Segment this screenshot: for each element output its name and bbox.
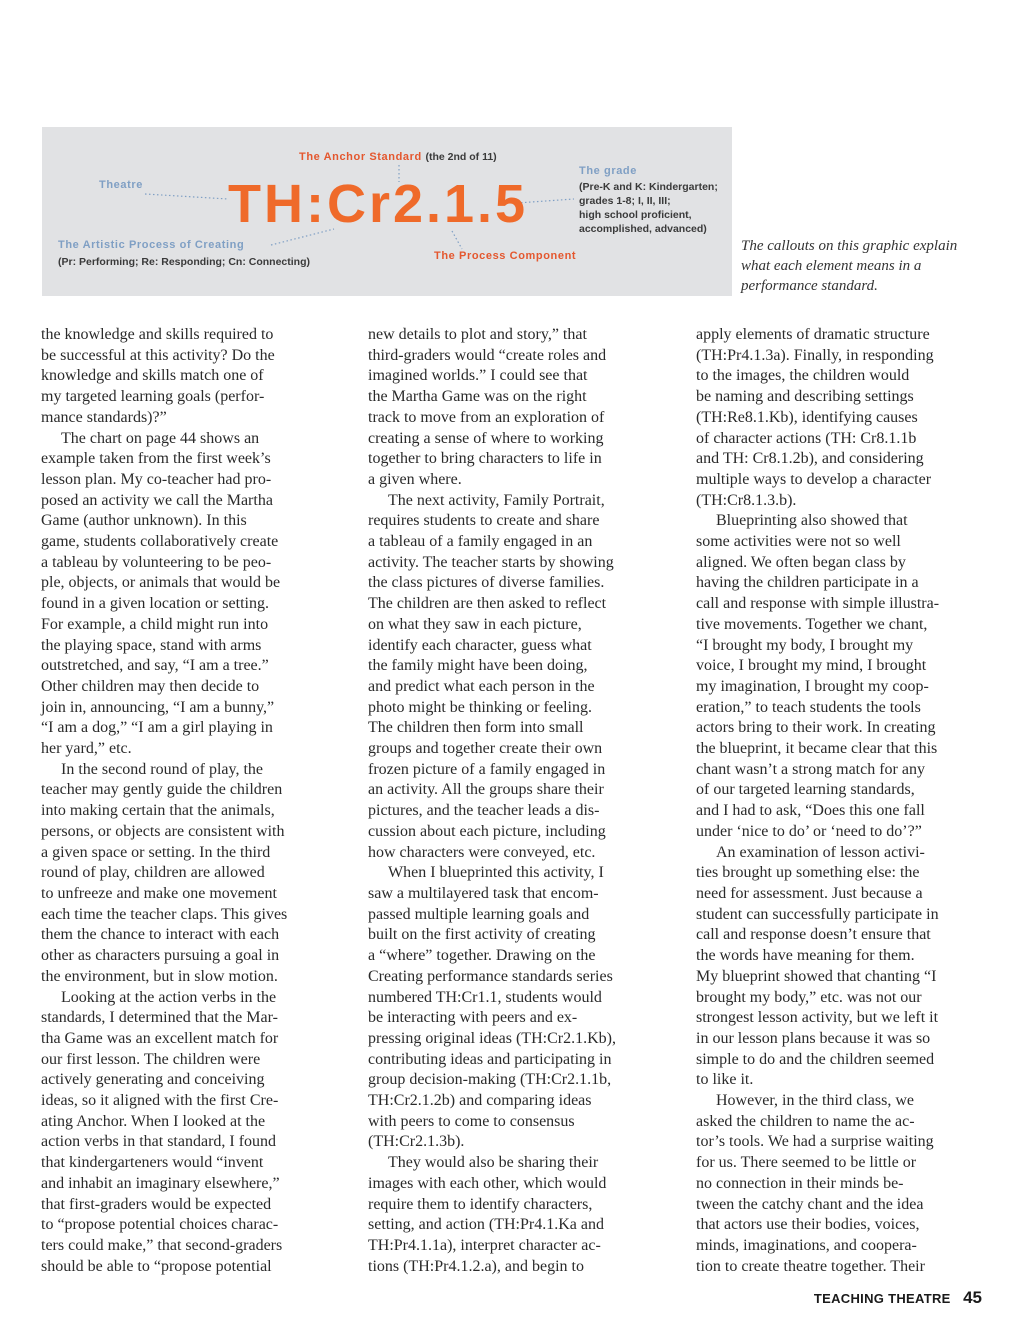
text-line: call and response with simple illustra- (696, 595, 940, 613)
grade-note (579, 180, 718, 236)
text-line: ters could make,” that second-graders (41, 1236, 283, 1254)
text-line: should be able to “propose potential (41, 1257, 272, 1275)
text-line: passed multiple learning goals and (368, 905, 590, 923)
text-line: our first lesson. The children were (41, 1050, 261, 1068)
anchor-standard-note: (the 2nd of 11) (425, 151, 497, 163)
text-line: frozen picture of a family engaged in (368, 760, 606, 778)
text-line: brought my body,” etc. was not our (696, 988, 922, 1006)
text-line: numbered TH:Cr1.1, students would (368, 988, 602, 1006)
text-line: having the children participate in a (696, 574, 919, 592)
text-line: ideas, so it aligned with the first Cre- (41, 1092, 279, 1110)
text-line: actors bring to their work. In creating (696, 719, 936, 737)
text-line: imagined worlds.” I could see that (368, 367, 588, 385)
text-line: An examination of lesson activi- (716, 843, 925, 861)
text-line: game, students collaboratively create (41, 533, 279, 551)
paragraph (696, 843, 980, 1091)
text-line: voice, I brought my mind, I brought (696, 657, 927, 675)
grade-note-line: (Pre-K and K: Kindergarten; (579, 181, 718, 193)
text-line: strongest lesson activity, but we left it (696, 1009, 939, 1027)
text-line: contributing ideas and participating in (368, 1050, 612, 1068)
text-line: Creating performance standards series (368, 967, 613, 985)
text-line: round of play, children are allowed (41, 864, 265, 882)
text-line: outstretched, and say, “I am a tree.” (41, 657, 269, 675)
text-column-2 (368, 325, 652, 1277)
text-line: and predict what each person in the (368, 677, 595, 695)
text-line: multiple ways to develop a character (696, 470, 932, 488)
text-line: In the second round of play, the (61, 760, 264, 778)
text-line: standards, I determined that the Mar- (41, 1009, 278, 1027)
paragraph (696, 1091, 980, 1277)
paragraph (368, 325, 652, 491)
text-line: some activities were not so well (696, 533, 901, 551)
text-line: of our targeted learning standards, (696, 781, 915, 799)
text-line: the words have meaning for them. (696, 947, 915, 965)
paragraph (696, 325, 980, 511)
text-line: saw a multilayered task that encom- (368, 884, 599, 902)
text-line: ple, objects, or animals that would be (41, 574, 281, 592)
text-line: The next activity, Family Portrait, (388, 491, 605, 509)
text-line: a given where. (368, 470, 462, 488)
text-line: each time the teacher claps. This gives (41, 905, 288, 923)
text-line: My blueprint showed that chanting “I (696, 967, 937, 985)
text-line: be interacting with peers and ex- (368, 1009, 578, 1027)
graphic-caption (741, 236, 991, 296)
text-line: a tableau by volunteering to be peo- (41, 553, 272, 571)
text-line: chant wasn’t a strong match for any (696, 760, 925, 778)
page-number: 45 (963, 1288, 982, 1307)
text-line: persons, or objects are consistent with (41, 822, 285, 840)
text-line: that actors use their bodies, voices, (696, 1216, 920, 1234)
text-line: groups and together create their own (368, 740, 603, 758)
text-line: The chart on page 44 shows an (61, 429, 260, 447)
text-line: how characters were conveyed, etc. (368, 843, 596, 861)
text-line: ties brought up something else: the (696, 864, 920, 882)
text-line: requires students to create and share (368, 512, 600, 530)
paragraph (41, 429, 325, 760)
text-line: the family might have been doing, (368, 657, 588, 675)
text-line: to “propose potential choices charac- (41, 1216, 279, 1234)
text-line: tive movements. Together we chant, (696, 615, 928, 633)
text-line: ating Anchor. When I looked at the (41, 1112, 266, 1130)
text-line: a “where” together. Drawing on the (368, 947, 596, 965)
text-line: to the images, the children would (696, 367, 910, 385)
text-line: an activity. All the groups share their (368, 781, 604, 799)
text-line: tions (TH:Pr4.1.2.a), and begin to (368, 1257, 584, 1275)
text-line: However, in the third class, we (716, 1092, 914, 1110)
text-line: “I am a dog,” “I am a girl playing in (41, 719, 273, 737)
text-line: and TH: Cr8.1.2b), and considering (696, 450, 924, 468)
text-line: actively generating and conceiving (41, 1071, 265, 1089)
text-line: For example, a child might run into (41, 615, 269, 633)
magazine-name: TEACHING THEATRE (813, 1291, 951, 1306)
standard-code: TH:Cr2.1.5 (228, 174, 529, 234)
page-footer (814, 1288, 982, 1308)
text-line: identify each character, guess what (368, 636, 592, 654)
paragraph (41, 760, 325, 988)
text-line: Other children may then decide to (41, 677, 260, 695)
text-line: the environment, but in slow motion. (41, 967, 278, 985)
text-line: together to bring characters to life in (368, 450, 602, 468)
theatre-label: Theatre (99, 179, 143, 191)
text-line: to like it. (696, 1071, 754, 1089)
text-line: Blueprinting also showed that (716, 512, 908, 530)
text-line: group decision-making (TH:Cr2.1.1b, (368, 1071, 612, 1089)
text-line: found in a given location or setting. (41, 595, 269, 613)
text-line: other as characters pursuing a goal in (41, 947, 280, 965)
text-line: “I brought my body, I brought my (696, 636, 914, 654)
text-line: third-graders would “create roles and (368, 346, 607, 364)
text-line: The children then form into small (368, 719, 584, 737)
text-line: into making certain that the animals, (41, 802, 275, 820)
text-line: posed an activity we call the Martha (41, 491, 273, 509)
text-line: setting, and action (TH:Pr4.1.Ka and (368, 1216, 604, 1234)
standard-code-graphic (42, 127, 732, 296)
text-line: of character actions (TH: Cr8.1.1b (696, 429, 917, 447)
text-line: (TH:Cr2.1.3b). (368, 1133, 465, 1151)
grade-note-line: grades 1-8; I, II, III; (579, 195, 671, 207)
text-line: join in, announcing, “I am a bunny,” (41, 698, 275, 716)
text-line: be naming and describing settings (696, 388, 914, 406)
text-line: images with each other, which would (368, 1174, 607, 1192)
paragraph (41, 988, 325, 1278)
text-line: with peers to come to consensus (368, 1112, 575, 1130)
grade-note-line: accomplished, advanced) (579, 223, 707, 235)
caption-line: performance standard. (741, 278, 878, 294)
text-line: under ‘nice to do’ or ‘need to do’?” (696, 822, 922, 840)
text-line: TH:Pr4.1.1a), interpret character ac- (368, 1236, 601, 1254)
text-line: teacher may gently guide the children (41, 781, 283, 799)
text-line: no connection in their minds be- (696, 1174, 904, 1192)
text-line: my imagination, I brought my coop- (696, 677, 929, 695)
text-line: action verbs in that standard, I found (41, 1133, 277, 1151)
text-line: and inhabit an imaginary elsewhere,” (41, 1174, 280, 1192)
text-line: Looking at the action verbs in the (61, 988, 277, 1006)
caption-line: The callouts on this graphic explain (741, 238, 958, 254)
text-line: tha Game was an excellent match for (41, 1029, 279, 1047)
text-line: (TH:Cr8.1.3.b). (696, 491, 797, 509)
artistic-process-label: The Artistic Process of Creating (58, 239, 245, 251)
text-line: (TH:Re8.1.Kb), identifying causes (696, 408, 918, 426)
text-line: my targeted learning goals (perfor- (41, 388, 265, 406)
text-column-1 (41, 325, 325, 1277)
text-line: pictures, and the teacher leads a dis- (368, 802, 600, 820)
text-line: the class pictures of diverse families. (368, 574, 605, 592)
text-line: photo might be thinking or feeling. (368, 698, 592, 716)
text-line: tion to create theatre together. Their (696, 1257, 925, 1275)
text-line: the Martha Game was on the right (368, 388, 587, 406)
text-line: for us. There seemed to be little or (696, 1154, 917, 1172)
text-line: in our lesson plans because it was so (696, 1029, 931, 1047)
text-line: tor’s tools. We had a surprise waiting (696, 1133, 934, 1151)
text-line: tween the catchy chant and the idea (696, 1195, 924, 1213)
text-line: cussion about each picture, including (368, 822, 606, 840)
text-line: asked the children to name the ac- (696, 1112, 915, 1130)
text-line: minds, imaginations, and coopera- (696, 1236, 917, 1254)
text-line: example taken from the first week’s (41, 450, 271, 468)
text-line: a given space or setting. In the third (41, 843, 271, 861)
text-line: need for assessment. Just because a (696, 884, 923, 902)
text-line: apply elements of dramatic structure (696, 326, 930, 343)
text-line: lesson plan. My co-teacher had pro- (41, 470, 272, 488)
text-line: track to move from an exploration of (368, 408, 605, 426)
process-component-label: The Process Component (434, 250, 577, 262)
text-line: simple to do and the children seemed (696, 1050, 935, 1068)
caption-line: what each element means in a (741, 258, 922, 274)
text-line: her yard,” etc. (41, 740, 132, 758)
text-line: (TH:Pr4.1.3a). Finally, in responding (696, 346, 934, 364)
text-line: the blueprint, it became clear that this (696, 740, 938, 758)
paragraph (368, 491, 652, 864)
text-line: new details to plot and story,” that (368, 326, 587, 343)
text-line: be successful at this activity? Do the (41, 346, 275, 364)
text-line: TH:Cr2.1.2b) and comparing ideas (368, 1092, 592, 1110)
paragraph (368, 1153, 652, 1277)
text-line: require them to identify characters, (368, 1195, 593, 1213)
text-line: and I had to ask, “Does this one fall (696, 802, 925, 820)
text-line: the playing space, stand with arms (41, 636, 262, 654)
text-line: student can successfully participate in (696, 905, 939, 923)
anchor-standard-callout (299, 151, 497, 163)
paragraph (368, 863, 652, 1153)
grade-note-line: high school proficient, (579, 209, 692, 221)
text-line: a tableau of a family engaged in an (368, 533, 593, 551)
paragraph (41, 325, 325, 429)
text-line: eration,” to teach students the tools (696, 698, 921, 716)
text-line: that kindergarteners would “invent (41, 1154, 264, 1172)
anchor-standard-label: The Anchor Standard (299, 151, 422, 163)
artistic-process-note: (Pr: Performing; Re: Responding; Cn: Connecting) (58, 256, 310, 268)
text-line: They would also be sharing their (388, 1154, 599, 1172)
text-line: The children are then asked to reflect (368, 595, 607, 613)
text-line: call and response doesn’t ensure that (696, 926, 931, 944)
paragraph (696, 511, 980, 842)
text-line: knowledge and skills match one of (41, 367, 264, 385)
text-line: built on the first activity of creating (368, 926, 596, 944)
text-line: them the chance to interact with each (41, 926, 280, 944)
text-line: activity. The teacher starts by showing (368, 553, 614, 571)
text-line: pressing original ideas (TH:Cr2.1.Kb), (368, 1029, 616, 1047)
text-line: aligned. We often began class by (696, 553, 906, 571)
text-line: mance standards)?” (41, 408, 167, 426)
grade-label: The grade (579, 165, 637, 177)
text-line: to unfreeze and make one movement (41, 884, 277, 902)
text-line: on what they saw in each picture, (368, 615, 582, 633)
text-line: When I blueprinted this activity, I (388, 864, 604, 882)
text-column-3 (696, 325, 980, 1277)
text-line: Game (author unknown). In this (41, 512, 247, 530)
text-line: creating a sense of where to working (368, 429, 604, 447)
text-line: the knowledge and skills required to (41, 326, 274, 343)
text-line: that first-graders would be expected (41, 1195, 272, 1213)
